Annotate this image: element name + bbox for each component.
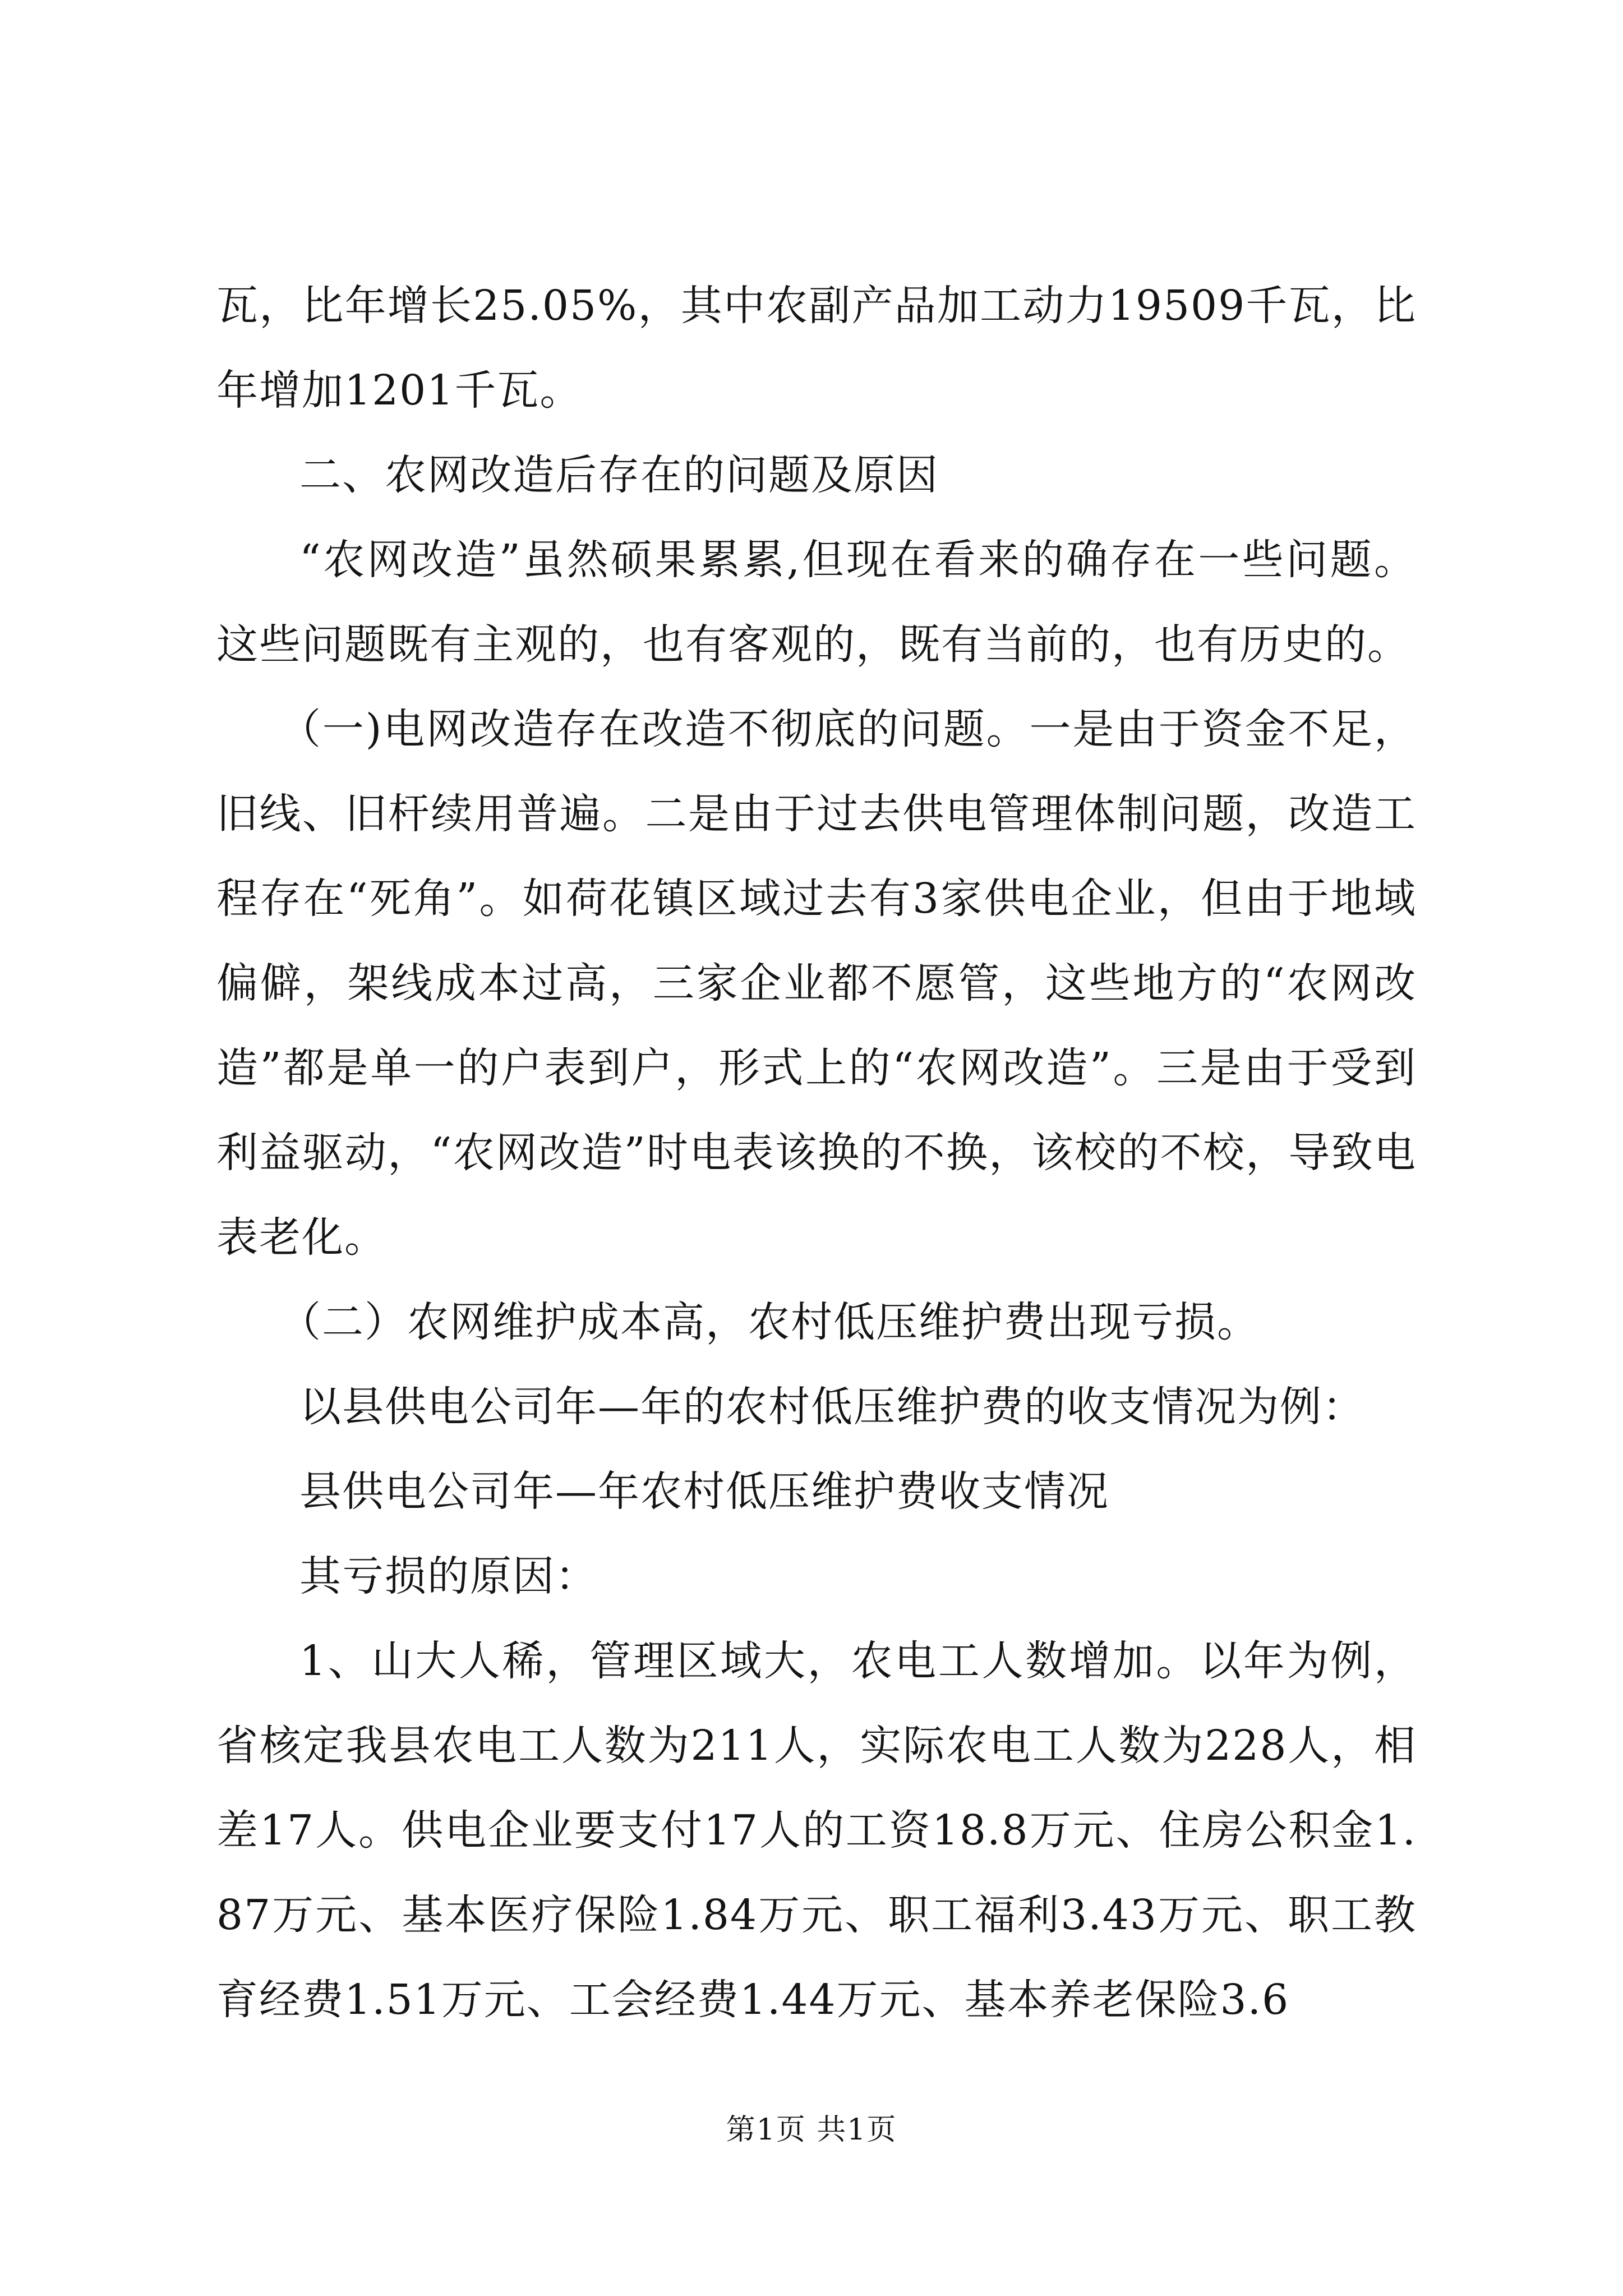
paragraph-reason-one: 1、山大人稀，管理区域大，农电工人数增加。以年为例，省核定我县农电工人数为211人，实际农电工人数为228人，相差17人。供电企业要支付17人的工资18.8万元、住房公积金1.87万元、基本医疗保险1.84万元、职工福利3.43万元、职工教育经费1.51万元、工会经费1.44万元、基本养老保险3.6 (216, 1637, 1417, 2024)
document-body (216, 264, 1417, 2042)
paragraph-continuation: 瓦，比年增长25.05%，其中农副产品加工动力19509千瓦，比年增加1201千瓦。 (216, 282, 1417, 415)
paragraph-issue-two: （二）农网维护成本高，农村低压维护费出现亏损。 (279, 1298, 1260, 1346)
paragraph-issue-one: （一)电网改造存在改造不彻底的问题。一是由于资金不足，旧线、旧杆续用普遍。二是由于过去供电管理体制问题，改造工程存在“死角”。如荷花镇区域过去有3家供电企业，但由于地域偏僻，架线成本过高，三家企业都不愿管，这些地方的“农网改造”都是单一的户表到户，形式上的“农网改造”。三是由于受到利益驱动，“农网改造”时电表该换的不换，该校的不校，导致电表老化。 (216, 705, 1417, 1262)
table-caption: 县供电公司年—年农村低压维护费收支情况 (299, 1467, 1109, 1516)
section-heading-problems: 二、农网改造后存在的问题及原因 (299, 451, 939, 499)
paragraph-intro: “农网改造”虽然硕果累累,但现在看来的确存在一些问题。这些问题既有主观的，也有客观的，既有当前的，也有历史的。 (216, 536, 1417, 669)
page-footer: 第1页 共1页 (726, 2113, 897, 2147)
paragraph-example: 以县供电公司年—年的农村低压维护费的收支情况为例： (299, 1383, 1365, 1431)
paragraph-loss-reasons: 其亏损的原因： (299, 1552, 598, 1600)
